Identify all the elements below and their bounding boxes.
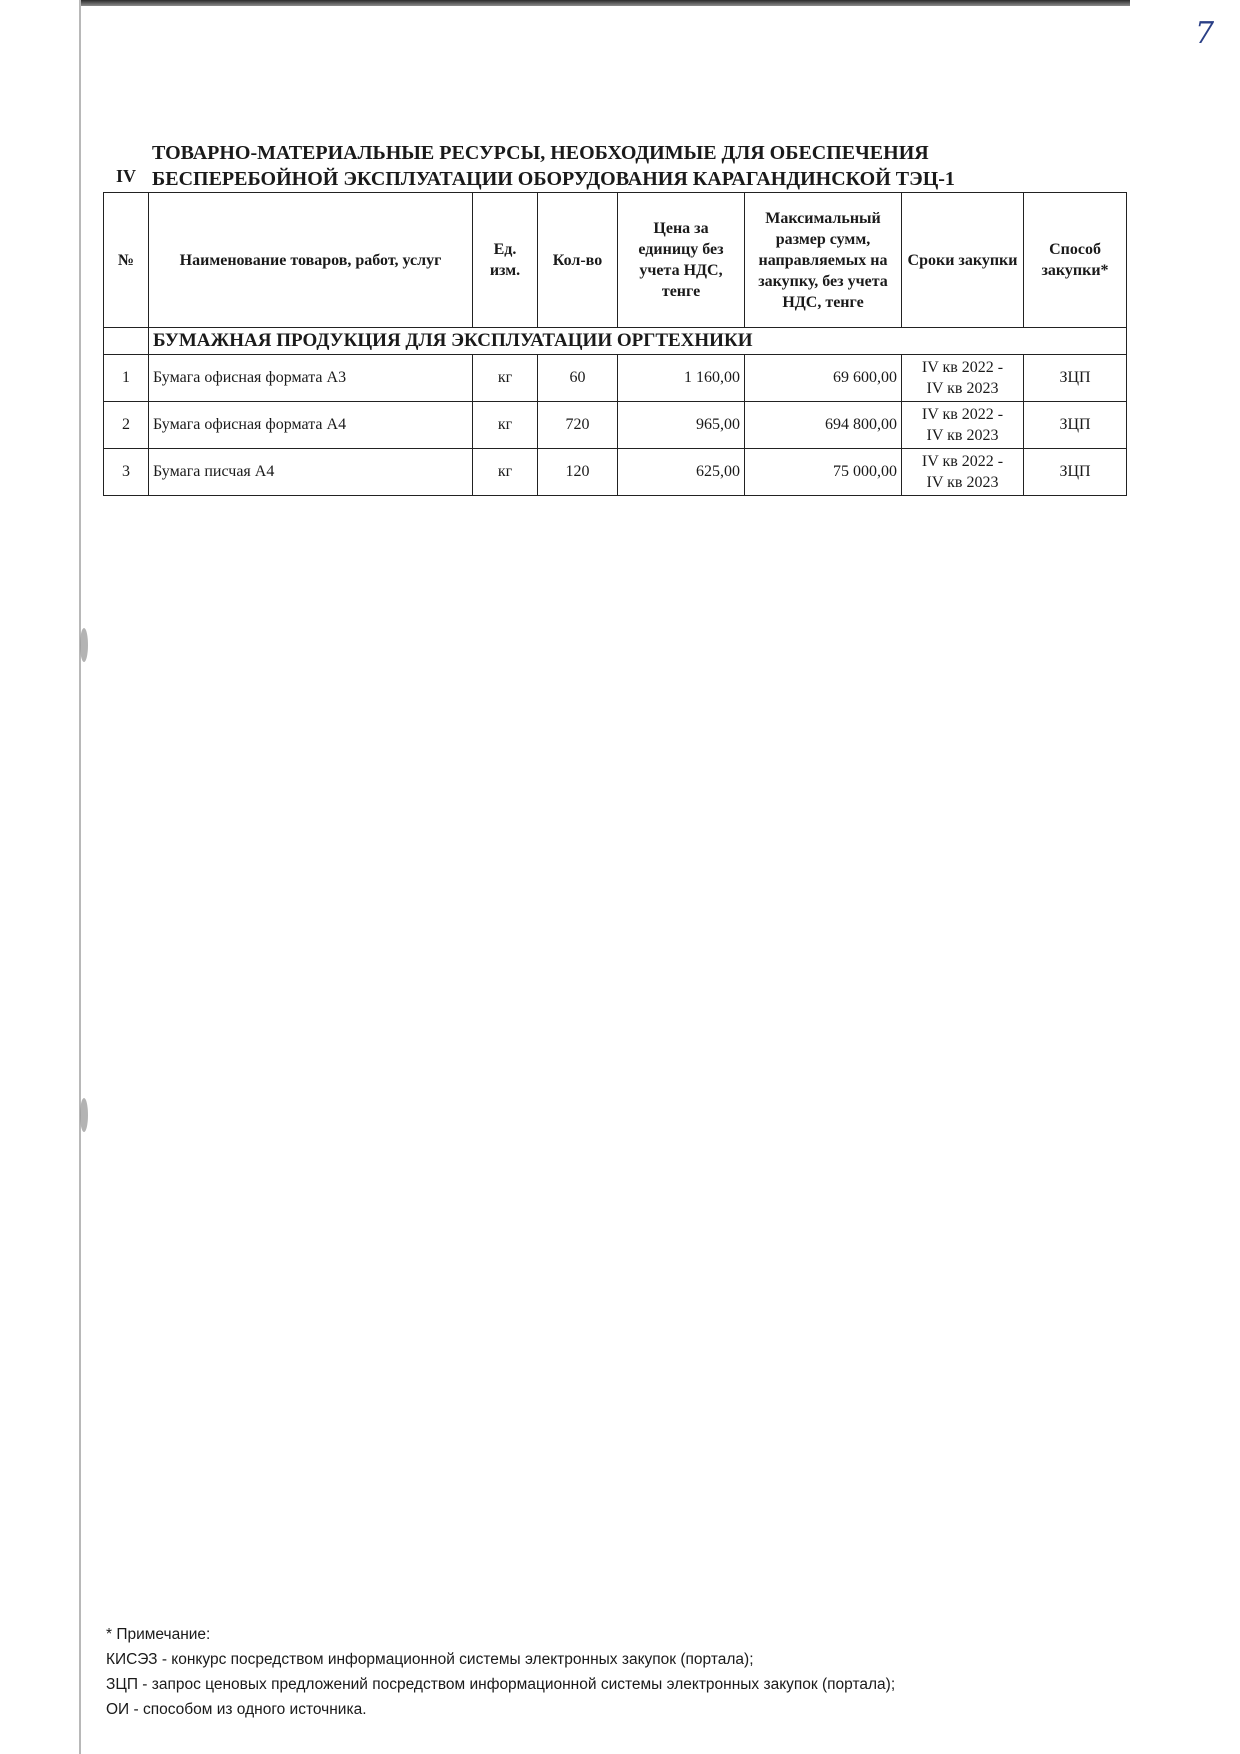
row-unit: кг bbox=[473, 402, 538, 449]
table-row bbox=[104, 402, 1127, 449]
procurement-table bbox=[103, 192, 1127, 496]
row-period bbox=[902, 449, 1024, 496]
row-period-to: IV кв 2023 bbox=[926, 474, 999, 491]
footnote-line: ЗЦП - запрос ценовых предложений посредством информационной системы электронных закупок (портала); bbox=[106, 1676, 896, 1693]
row-max-sum: 69 600,00 bbox=[745, 355, 902, 402]
section-number: IV bbox=[116, 166, 137, 186]
group-title: БУМАЖНАЯ ПРОДУКЦИЯ ДЛЯ ЭКСПЛУАТАЦИИ ОРГТЕХНИКИ bbox=[149, 328, 1127, 355]
row-price: 625,00 bbox=[618, 449, 745, 496]
row-period-to: IV кв 2023 bbox=[926, 427, 999, 444]
row-period-to: IV кв 2023 bbox=[926, 380, 999, 397]
header-name: Наименование товаров, работ, услуг bbox=[149, 193, 473, 328]
row-name: Бумага офисная формата А3 bbox=[149, 355, 473, 402]
footnote-line: ОИ - способом из одного источника. bbox=[106, 1701, 367, 1718]
row-period bbox=[902, 355, 1024, 402]
scan-left-edge bbox=[79, 0, 81, 1754]
group-row bbox=[104, 328, 1127, 355]
row-qty: 60 bbox=[538, 355, 618, 402]
row-num: 3 bbox=[104, 449, 149, 496]
binding-mark bbox=[80, 628, 88, 662]
row-unit: кг bbox=[473, 355, 538, 402]
footnote-title: * Примечание: bbox=[106, 1626, 211, 1643]
header-qty: Кол-во bbox=[538, 193, 618, 328]
header-price: Цена за единицу без учета НДС, тенге bbox=[618, 193, 745, 328]
row-method: ЗЦП bbox=[1024, 449, 1127, 496]
header-num: № bbox=[104, 193, 149, 328]
row-name: Бумага писчая А4 bbox=[149, 449, 473, 496]
row-unit: кг bbox=[473, 449, 538, 496]
row-max-sum: 75 000,00 bbox=[745, 449, 902, 496]
row-qty: 720 bbox=[538, 402, 618, 449]
row-num: 1 bbox=[104, 355, 149, 402]
row-price: 1 160,00 bbox=[618, 355, 745, 402]
header-period: Сроки закупки bbox=[902, 193, 1024, 328]
group-row-spacer bbox=[104, 328, 149, 355]
row-max-sum: 694 800,00 bbox=[745, 402, 902, 449]
row-price: 965,00 bbox=[618, 402, 745, 449]
scan-top-edge bbox=[80, 0, 1130, 6]
binding-mark bbox=[80, 1098, 88, 1132]
header-method: Способ закупки* bbox=[1024, 193, 1127, 328]
table-row bbox=[104, 449, 1127, 496]
row-num: 2 bbox=[104, 402, 149, 449]
header-max-sum: Максимальный размер сумм, направляемых на закупку, без учета НДС, тенге bbox=[745, 193, 902, 328]
footnote-line: КИСЭЗ - конкурс посредством информационной системы электронных закупок (портала); bbox=[106, 1651, 754, 1668]
row-period-from: IV кв 2022 - bbox=[921, 359, 1004, 376]
table-header-row bbox=[104, 193, 1127, 328]
row-period-from: IV кв 2022 - bbox=[921, 406, 1004, 423]
row-qty: 120 bbox=[538, 449, 618, 496]
row-period bbox=[902, 402, 1024, 449]
footnote bbox=[106, 1622, 895, 1722]
row-name: Бумага офисная формата А4 bbox=[149, 402, 473, 449]
table-row bbox=[104, 355, 1127, 402]
row-method: ЗЦП bbox=[1024, 402, 1127, 449]
section-title: ТОВАРНО-МАТЕРИАЛЬНЫЕ РЕСУРСЫ, НЕОБХОДИМЫЕ ДЛЯ ОБЕСПЕЧЕНИЯ БЕСПЕРЕБОЙНОЙ ЭКСПЛУАТАЦИИ ОБОРУДОВАНИЯ КАРАГАНДИНСКОЙ ТЭЦ-1 bbox=[152, 142, 955, 190]
header-unit: Ед. изм. bbox=[473, 193, 538, 328]
row-period-from: IV кв 2022 - bbox=[921, 453, 1004, 470]
row-method: ЗЦП bbox=[1024, 355, 1127, 402]
handwritten-page-number: 7 bbox=[1195, 16, 1215, 51]
